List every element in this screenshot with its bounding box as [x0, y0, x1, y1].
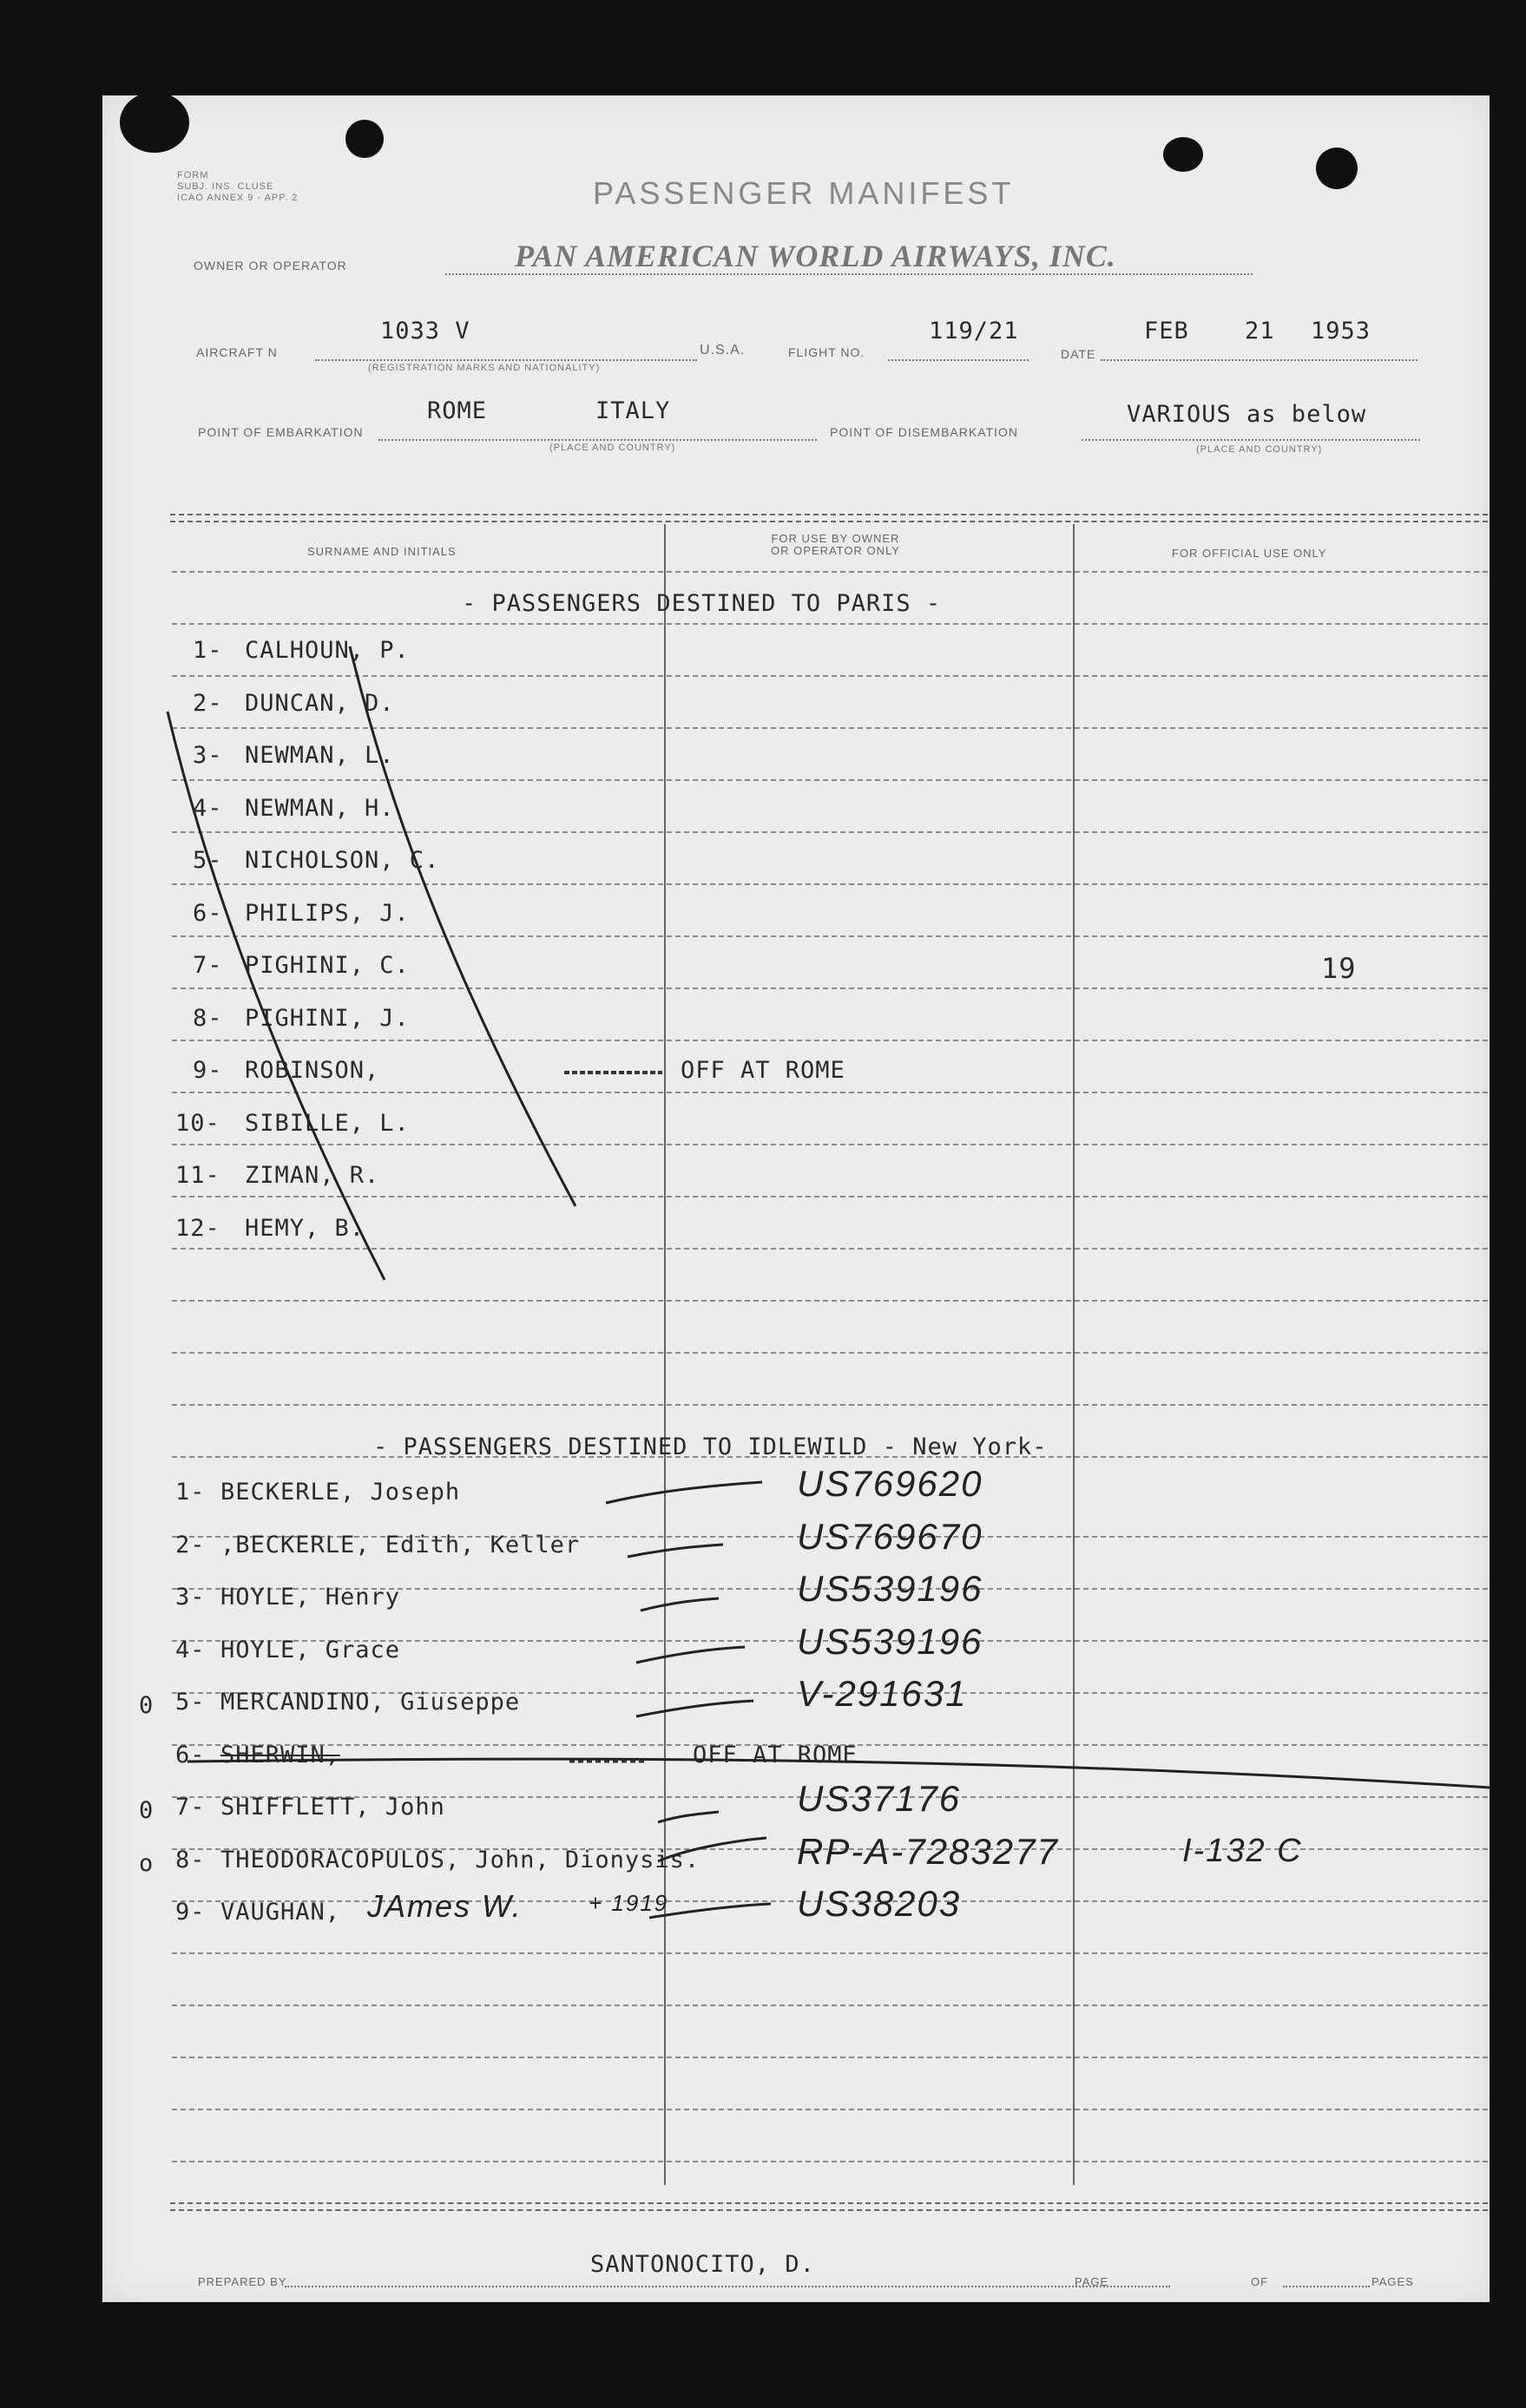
- passport-number: US769620: [797, 1463, 983, 1504]
- passenger-name: SHERWIN,: [220, 1741, 341, 1768]
- passenger-name: HEMY, B.: [245, 1214, 365, 1242]
- pen-dash: [658, 1838, 766, 1861]
- passenger-number: 4-: [193, 794, 223, 822]
- passenger-number: 4-: [175, 1636, 206, 1663]
- aircraft-label: AIRCRAFT N: [196, 345, 278, 359]
- passenger-number: 5-: [193, 847, 223, 874]
- pen-dash: [649, 1904, 771, 1918]
- disembark-value: VARIOUS as below: [1127, 401, 1367, 428]
- official-note: I-132 C: [1182, 1832, 1303, 1869]
- passenger-name: SHIFFLETT, John: [220, 1794, 445, 1821]
- passenger-number: 6-: [175, 1741, 206, 1768]
- column-header-official: FOR OFFICIAL USE ONLY: [1172, 547, 1327, 560]
- passenger-name: HOYLE, Grace: [220, 1636, 401, 1663]
- passenger-name: VAUGHAN,: [220, 1899, 341, 1926]
- passenger-name: THEODORACOPULOS, John, Dionysis.: [220, 1846, 701, 1873]
- disembark-sublabel: (PLACE AND COUNTRY): [1196, 444, 1323, 455]
- pen-dash: [606, 1482, 762, 1503]
- passport-number: US37176: [797, 1778, 962, 1819]
- passenger-number: 8-: [193, 1004, 223, 1032]
- margin-mark: 0: [139, 1692, 155, 1719]
- passenger-name: NICHOLSON, C.: [245, 847, 440, 874]
- date-label: DATE: [1061, 347, 1096, 361]
- official-note: 19: [1321, 952, 1357, 985]
- paris-cancel-stroke: [168, 712, 385, 1280]
- date-day: 21: [1245, 318, 1275, 344]
- passenger-name: ROBINSON,: [245, 1057, 380, 1084]
- form-title: PASSENGER MANIFEST: [593, 175, 1015, 211]
- passport-number: US769670: [797, 1515, 983, 1557]
- passport-number: US539196: [797, 1620, 983, 1662]
- passenger-number: 6-: [193, 899, 223, 927]
- passenger-name: DUNCAN, D.: [245, 689, 395, 717]
- date-month: FEB: [1144, 318, 1189, 344]
- pen-marks: [102, 95, 1490, 2302]
- passenger-name: HOYLE, Henry: [220, 1584, 401, 1611]
- aircraft-number: 1033 V: [380, 318, 470, 344]
- passenger-number: 10-: [175, 1109, 220, 1137]
- passenger-number: 9-: [175, 1899, 206, 1926]
- passenger-number: 3-: [175, 1584, 206, 1611]
- column-header-owner-use: FOR USE BY OWNER OR OPERATOR ONLY: [771, 532, 900, 557]
- passenger-number: 7-: [175, 1794, 206, 1821]
- passenger-number: 2-: [175, 1531, 206, 1558]
- flight-number: 119/21: [929, 318, 1019, 344]
- handwritten-year: + 1919: [589, 1890, 669, 1916]
- passenger-number: 8-: [175, 1846, 206, 1873]
- prepared-by-label: PREPARED BY: [198, 2275, 287, 2288]
- pen-dash: [641, 1598, 719, 1611]
- disembark-label: POINT OF DISEMBARKATION: [830, 425, 1018, 439]
- flight-label: FLIGHT NO.: [788, 345, 865, 359]
- passenger-name: BECKERLE, Joseph: [220, 1479, 461, 1506]
- embark-label: POINT OF EMBARKATION: [198, 425, 364, 439]
- section-heading-idlewild: - PASSENGERS DESTINED TO IDLEWILD - New York-: [373, 1434, 1048, 1460]
- passenger-name: ZIMAN, R.: [245, 1162, 380, 1189]
- passport-number: RP-A-7283277: [797, 1830, 1059, 1872]
- passenger-name: SIBILLE, L.: [245, 1109, 410, 1137]
- usa-label: U.S.A.: [700, 343, 746, 358]
- embark-country: ITALY: [595, 397, 671, 424]
- passenger-number: 1-: [193, 637, 223, 664]
- operator-note: OFF AT ROME: [693, 1741, 858, 1768]
- passenger-name: PHILIPS, J.: [245, 899, 410, 927]
- passenger-name: ,BECKERLE, Edith, Keller: [220, 1531, 581, 1558]
- passenger-name: CALHOUN, P.: [245, 637, 410, 664]
- pen-dash: [628, 1545, 723, 1557]
- passport-number: V-291631: [797, 1673, 968, 1714]
- passenger-name: MERCANDINO, Giuseppe: [220, 1689, 521, 1716]
- operator-name: PAN AMERICAN WORLD AIRWAYS, INC.: [515, 239, 1116, 273]
- operator-note: OFF AT ROME: [681, 1057, 845, 1084]
- manifest-sheet: [102, 95, 1490, 2302]
- paris-cancel-stroke: [350, 646, 576, 1206]
- pen-dash: [636, 1647, 745, 1663]
- embark-city: ROME: [427, 397, 488, 424]
- margin-mark: 0: [139, 1797, 155, 1824]
- margin-mark: o: [139, 1849, 155, 1877]
- passenger-number: 7-: [193, 952, 223, 979]
- embark-sublabel: (PLACE AND COUNTRY): [549, 443, 676, 453]
- sherwin-strike-line: [187, 1759, 1490, 1788]
- handwritten-first-name: JAmes W.: [367, 1888, 523, 1924]
- passenger-number: 5-: [175, 1689, 206, 1716]
- passenger-number: 12-: [175, 1214, 220, 1242]
- pen-dash: [636, 1701, 753, 1716]
- passport-number: US38203: [797, 1883, 962, 1924]
- pages-label: PAGES: [1371, 2275, 1414, 2288]
- page-label: PAGE: [1075, 2275, 1109, 2288]
- of-label: OF: [1251, 2275, 1269, 2288]
- column-header-surname: SURNAME AND INITIALS: [307, 545, 457, 558]
- passenger-number: 1-: [175, 1479, 206, 1506]
- prepared-by-value: SANTONOCITO, D.: [590, 2251, 815, 2278]
- date-year: 1953: [1311, 318, 1371, 344]
- passenger-name: NEWMAN, H.: [245, 794, 395, 822]
- passenger-number: 2-: [193, 689, 223, 717]
- pen-dash: [658, 1812, 719, 1822]
- passenger-number: 9-: [193, 1057, 223, 1084]
- passenger-name: NEWMAN, L.: [245, 742, 395, 769]
- aircraft-sublabel: (REGISTRATION MARKS AND NATIONALITY): [368, 363, 601, 373]
- section-heading-paris: - PASSENGERS DESTINED TO PARIS -: [462, 590, 942, 617]
- passport-number: US539196: [797, 1568, 983, 1609]
- passenger-number: 3-: [193, 742, 223, 769]
- form-corner-text: FORM SUBJ. INS. CLUSE ICAO ANNEX 9 - APP. 2: [177, 170, 299, 203]
- owner-label: OWNER OR OPERATOR: [194, 259, 347, 272]
- passenger-number: 11-: [175, 1162, 220, 1189]
- passenger-name: PIGHINI, J.: [245, 1004, 410, 1032]
- passenger-name: PIGHINI, C.: [245, 952, 410, 979]
